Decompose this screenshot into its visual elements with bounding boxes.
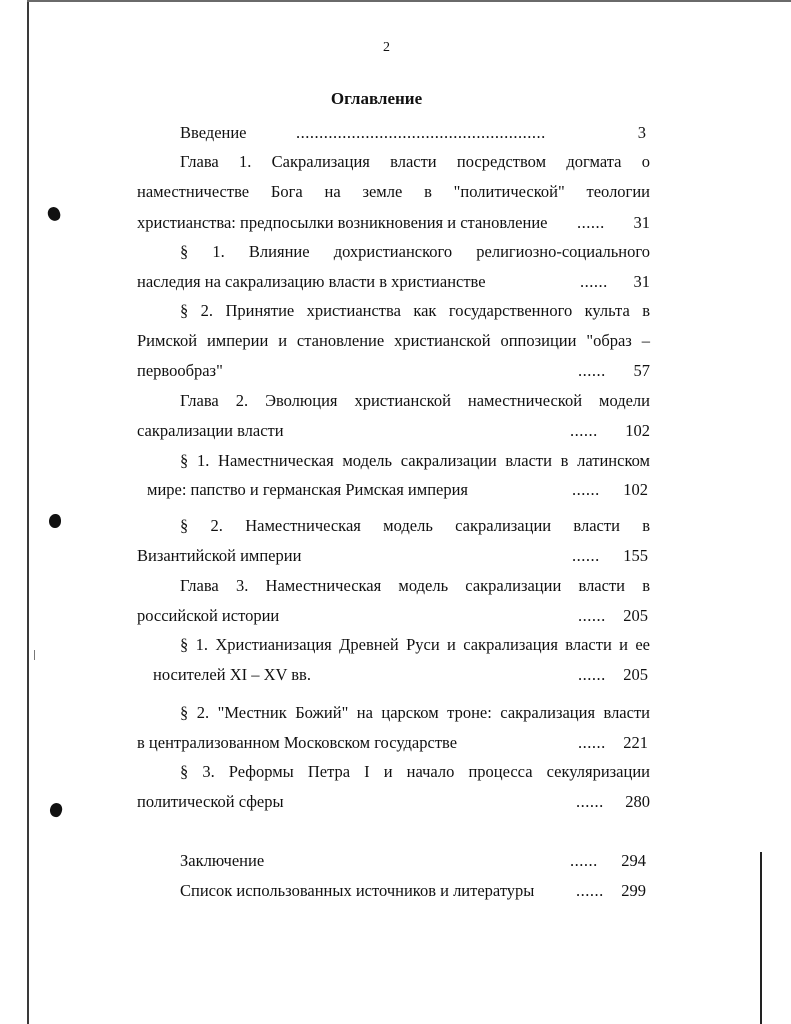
toc-page-number: 299 (621, 881, 646, 900)
toc-page-number: 205 (623, 606, 648, 625)
toc-leader-dots: ...... (572, 480, 600, 499)
toc-entry-line: § 2. "Местник Божий" на царском троне: сакрализация власти (180, 703, 650, 722)
toc-leader-dots: ...... (576, 792, 604, 811)
page-number: 2 (383, 40, 390, 55)
toc-entry-line: Глава 1. Сакрализация власти посредством догмата о (180, 152, 650, 171)
toc-leader-dots: ...... (578, 361, 606, 380)
punch-hole-top (46, 205, 62, 222)
toc-page-number: 57 (633, 361, 650, 380)
toc-entry-line: первообраз" (137, 361, 223, 380)
scan-border-top (27, 0, 791, 2)
toc-entry-line: Глава 2. Эволюция христианской наместнической модели (180, 391, 650, 410)
scan-mark (34, 650, 35, 660)
toc-entry-line: христианства: предпосылки возникновения и становление (137, 213, 548, 232)
toc-leader-dots: ...................................................... (296, 123, 546, 142)
toc-page-number: 3 (637, 123, 646, 142)
toc-entry-line: Глава 3. Наместническая модель сакрализации власти в (180, 576, 650, 595)
toc-entry-line: § 2. Наместническая модель сакрализации власти в (180, 516, 650, 535)
toc-page-number: 294 (621, 851, 646, 870)
toc-leader-dots: ...... (578, 665, 606, 684)
toc-entry-label: Заключение (180, 851, 265, 870)
toc-page-number: 280 (625, 792, 650, 811)
toc-leader-dots: ...... (576, 881, 604, 900)
toc-leader-dots: ...... (572, 546, 600, 565)
toc-page-number: 102 (625, 421, 650, 440)
toc-entry-line: § 1. Наместническая модель сакрализации власти в латинском (180, 451, 650, 470)
toc-page-number: 221 (623, 733, 648, 752)
toc-entry-line: в централизованном Московском государстве (137, 733, 458, 752)
toc-entry-line: мире: папство и германская Римская империя (147, 480, 469, 499)
toc-leader-dots: ...... (578, 733, 606, 752)
toc-entry-line: наследия на сакрализацию власти в христианстве (137, 272, 486, 291)
punch-hole-middle (49, 514, 61, 528)
toc-leader-dots: ...... (570, 851, 598, 870)
toc-page-number: 205 (623, 665, 648, 684)
toc-leader-dots: ...... (578, 606, 606, 625)
toc-entry-line: наместничестве Бога на земле в "политической" теологии (137, 182, 650, 201)
page-title: Оглавление (330, 89, 423, 108)
scan-border-right (760, 852, 762, 1024)
toc-entry-label: Введение (180, 123, 247, 142)
toc-entry-line: Римской империи и становление христианской оппозиции "образ – (137, 331, 650, 350)
toc-entry-line: § 1. Христианизация Древней Руси и сакрализация власти и ее (180, 635, 650, 654)
toc-page-number: 31 (633, 272, 650, 291)
toc-entry-line: политической сферы (137, 792, 284, 811)
scan-border-left (27, 0, 29, 1024)
toc-entry-label: Список использованных источников и литературы (180, 881, 535, 900)
toc-entry-line: российской истории (137, 606, 280, 625)
toc-entry-line: § 1. Влияние дохристианского религиозно-социального (180, 242, 650, 261)
toc-page-number: 155 (623, 546, 648, 565)
toc-leader-dots: ...... (570, 421, 598, 440)
toc-page-number: 102 (623, 480, 648, 499)
toc-page-number: 31 (633, 213, 650, 232)
toc-entry-line: сакрализации власти (137, 421, 284, 440)
toc-entry-line: носителей XI – XV вв. (153, 665, 311, 684)
toc-entry-line: Византийской империи (137, 546, 302, 565)
punch-hole-bottom (48, 801, 64, 818)
toc-leader-dots: ...... (580, 272, 608, 291)
toc-leader-dots: ...... (577, 213, 605, 232)
toc-entry-line: § 3. Реформы Петра I и начало процесса секуляризации (180, 762, 650, 781)
toc-entry-line: § 2. Принятие христианства как государственного культа в (180, 301, 650, 320)
